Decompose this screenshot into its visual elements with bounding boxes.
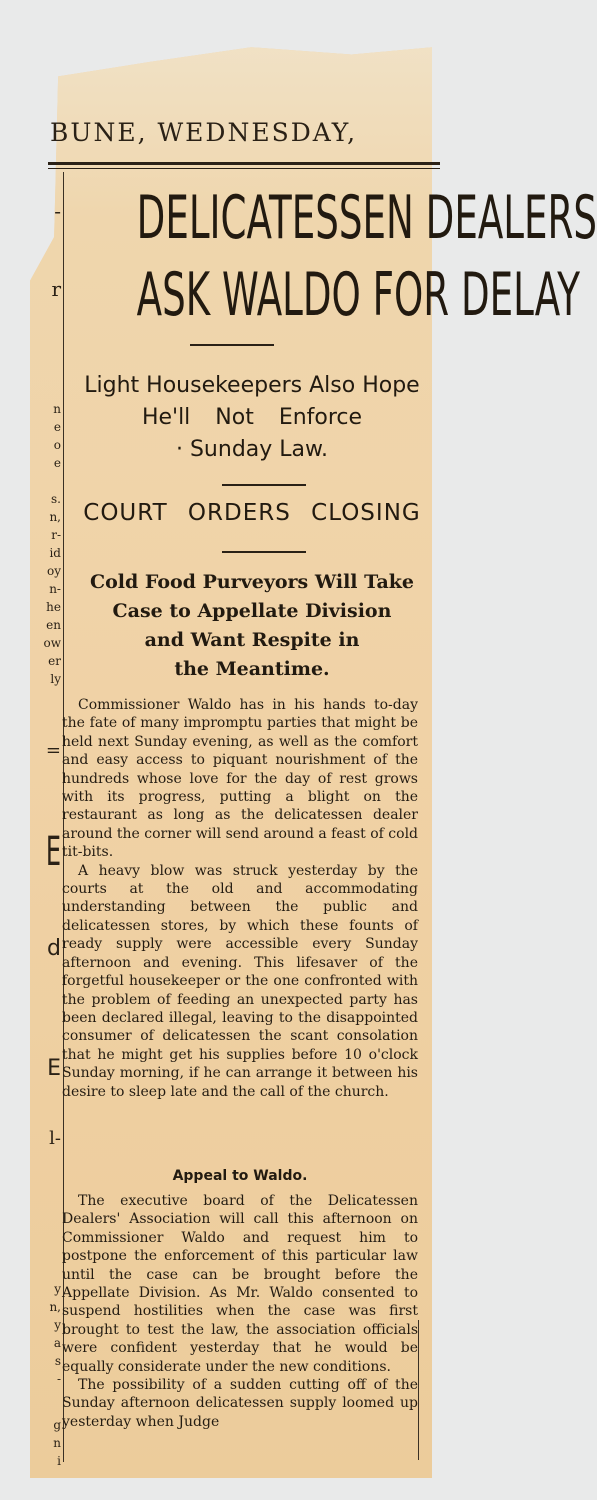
fragment: y (54, 1318, 61, 1332)
masthead-rule (48, 162, 440, 165)
divider (222, 551, 306, 553)
fragment: oy (46, 564, 61, 578)
fragment: - (54, 199, 61, 223)
fragment: he (46, 600, 61, 614)
paragraph: The possibility of a sudden cutting off of the Sunday afternoon delicatessen supply loomed up yesterday when Judge (62, 1377, 418, 1430)
fragment: - (56, 1372, 61, 1386)
fragment: o (53, 438, 61, 452)
fragment: s (54, 1354, 61, 1368)
fragment: i (57, 1454, 61, 1468)
deck-2: COURT ORDERS CLOSING (83, 500, 421, 526)
paragraph: Commissioner Waldo has in his hands to-day the fate of many impromptu parties that might be held next Sunday evening, as well as the comfort and easy access to piquant nourishment of the hundreds whose love for the day of rest grows with its progress, putting a blight on the restaurant as long as the delicatessen dealer around the corner will send around a feast of cold tit-bits. (62, 697, 419, 861)
fragment: n (53, 402, 61, 416)
subhead: Appeal to Waldo. (172, 1168, 308, 1184)
divider (190, 344, 274, 346)
fragment: d (47, 936, 61, 961)
article-body (62, 696, 418, 1101)
article-body-2 (62, 1192, 418, 1431)
headline-line-2: ASK WALDO FOR DELAY (136, 260, 580, 330)
fragment: ly (50, 672, 61, 686)
fragment: n, (49, 510, 61, 524)
fragment: en (46, 618, 61, 632)
masthead: BUNE, WEDNESDAY, (50, 118, 358, 147)
column-rule-right (418, 1320, 419, 1460)
fragment: n- (49, 582, 61, 596)
fragment: n (53, 1436, 61, 1450)
fragment: l- (49, 1128, 61, 1149)
deck-3-line-1: Cold Food Purveyors Will Take (89, 571, 415, 593)
deck-3 (66, 568, 438, 684)
fragment: id (49, 546, 61, 560)
fragment: E (47, 1056, 61, 1081)
deck-1-line-2: He'll Not Enforce (141, 405, 363, 430)
deck-1-line-3: · Sunday Law. (175, 437, 328, 462)
fragment: s. (51, 492, 61, 506)
deck-3-line-2: Case to Appellate Division (112, 600, 392, 622)
fragment: e (53, 420, 61, 434)
deck-1 (66, 370, 438, 466)
fragment: E (45, 829, 61, 875)
masthead-rule-thin (48, 168, 440, 169)
paragraph: A heavy blow was struck yesterday by the courts at the old and accommodating understanding between the public and delicatessen stores, by which these founts of ready supply were accessible every Sunday afternoon and evening. This lifesaver of the forgetful housekeeper or the one confronted with the problem of feeding an unexpected party has been declared illegal, leaving to the disappointed consumer of delicatessen the scant consolation that he might get his supplies before 10 o'clock Sunday morning, if he can arrange it between his desire to sleep late and the call of the church. (62, 862, 418, 1100)
divider (222, 484, 306, 486)
fragment: n, (49, 1300, 61, 1314)
fragment: er (48, 654, 61, 668)
fragment: y (54, 1282, 61, 1296)
fragment: a (53, 1336, 61, 1350)
fragment: r- (51, 528, 61, 542)
deck-3-line-3: and Want Respite in (144, 629, 360, 651)
fragment: e (53, 456, 61, 470)
deck-1-line-1: Light Housekeepers Also Hope (84, 373, 420, 398)
fragment: = (45, 740, 61, 761)
fragment: r (51, 277, 61, 301)
fragment: g (53, 1418, 61, 1432)
deck-3-line-4: the Meantime. (174, 658, 330, 680)
headline-line-1: DELICATESSEN DEALERS (136, 183, 597, 253)
fragment: ow (43, 636, 61, 650)
paragraph: The executive board of the Delicatessen Dealers' Association will call this afternoon on Commissioner Waldo and request him to postpone the enforcement of this particular law until the case can be brought before the Appellate Division. As Mr. Waldo consented to suspend hostilities when the case was first brought to test the law, the association officials were confident yesterday that he would be equally considerate under the new conditions. (62, 1193, 418, 1375)
